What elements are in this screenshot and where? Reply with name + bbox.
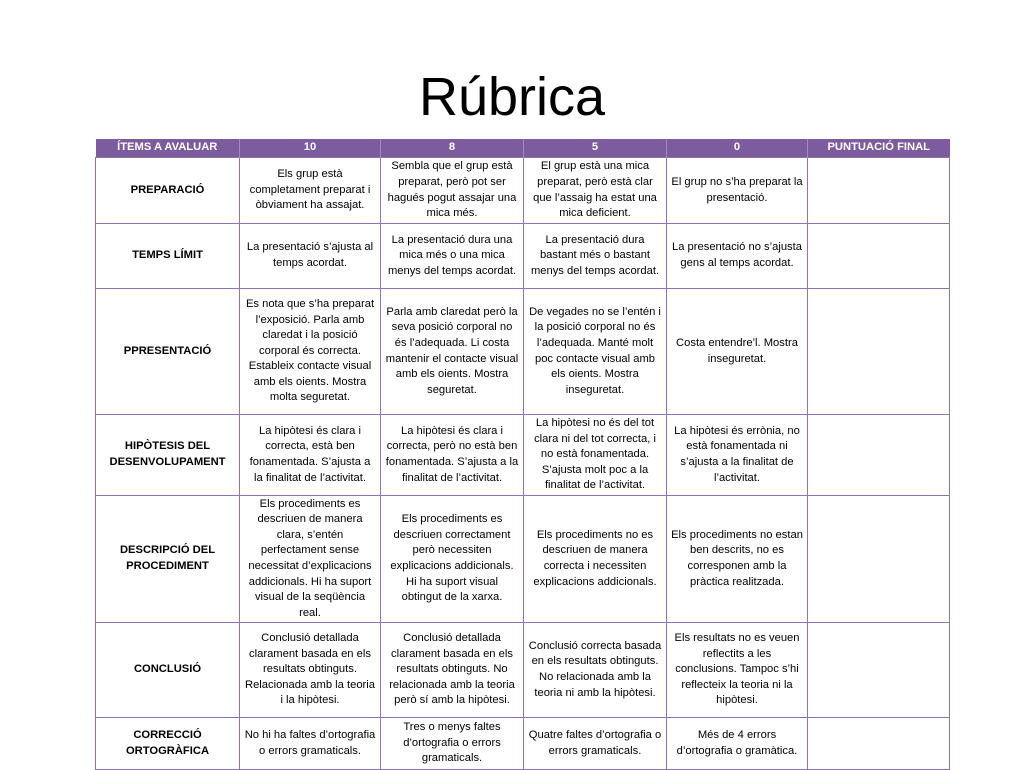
cell-final-score [808, 718, 950, 770]
cell-score-0: La presentació no s’ajusta gens al temps acordat. [667, 224, 808, 289]
table-row [96, 718, 950, 770]
table-row [96, 496, 950, 623]
cell-score-10: Conclusió detallada clarament basada en els resultats obtinguts. Relacionada amb la teoria i la hipòtesi. [240, 623, 381, 718]
cell-score-5: De vegades no se l’entén i la posició corporal no és l’adequada. Manté molt poc contacte visual amb els oients. Mostra inseguretat. [524, 289, 667, 415]
header-score-0: 0 [667, 139, 808, 158]
cell-final-score [808, 415, 950, 496]
cell-score-10: Es nota que s’ha preparat l’exposició. Parla amb claredat i la posició corporal és correcta. Estableix contacte visual amb els oients. Mostra molta seguretat. [240, 289, 381, 415]
row-item-label: CONCLUSIÓ [96, 623, 240, 718]
cell-score-0: Els resultats no es veuen reflectits a les conclusions. Tampoc s’hi reflecteix la teoria ni la hipòtesi. [667, 623, 808, 718]
cell-score-5: La presentació dura bastant més o bastant menys del temps acordat. [524, 224, 667, 289]
cell-score-10: La hipòtesi és clara i correcta, està ben fonamentada. S’ajusta a la finalitat de l’activitat. [240, 415, 381, 496]
cell-score-8: La hipòtesi és clara i correcta, però no està ben fonamentada. S’ajusta a la finalitat de l’activitat. [381, 415, 524, 496]
cell-score-5: Conclusió correcta basada en els resultats obtinguts. No relacionada amb la teoria ni amb la hipòtesi. [524, 623, 667, 718]
row-item-label: PREPARACIÓ [96, 158, 240, 224]
cell-final-score [808, 496, 950, 623]
table-row [96, 623, 950, 718]
cell-score-8: Conclusió detallada clarament basada en els resultats obtinguts. No relacionada amb la teoria però sí amb la hipòtesi. [381, 623, 524, 718]
table-row [96, 415, 950, 496]
row-item-label: TEMPS LÍMIT [96, 224, 240, 289]
cell-score-0: La hipòtesi és errònia, no està fonamentada ni s’ajusta a la finalitat de l’activitat. [667, 415, 808, 496]
cell-score-0: Costa entendre’l. Mostra inseguretat. [667, 289, 808, 415]
cell-score-8: Parla amb claredat però la seva posició corporal no és l’adequada. Li costa mantenir el contacte visual amb els oients. Mostra seguretat. [381, 289, 524, 415]
cell-score-0: Més de 4 errors d’ortografia o gramàtica. [667, 718, 808, 770]
cell-score-0: El grup no s’ha preparat la presentació. [667, 158, 808, 224]
table-row [96, 289, 950, 415]
cell-final-score [808, 224, 950, 289]
header-items: ÍTEMS A AVALUAR [96, 139, 240, 158]
cell-score-5: El grup està una mica preparat, però està clar que l’assaig ha estat una mica deficient. [524, 158, 667, 224]
row-item-label: PPRESENTACIÓ [96, 289, 240, 415]
cell-score-10: No hi ha faltes d’ortografia o errors gramaticals. [240, 718, 381, 770]
slide-title: Rúbrica [418, 67, 606, 127]
cell-score-5: La hipòtesi no és del tot clara ni del tot correcta, i no està fonamentada. S’ajusta molt poc a la finalitat de l’activitat. [524, 415, 667, 496]
cell-final-score [808, 158, 950, 224]
header-row [96, 139, 950, 158]
table-row [96, 224, 950, 289]
cell-final-score [808, 289, 950, 415]
header-final-score: PUNTUACIÓ FINAL [808, 139, 950, 158]
cell-score-10: La presentació s’ajusta al temps acordat. [240, 224, 381, 289]
header-score-8: 8 [381, 139, 524, 158]
cell-score-8: Els procediments es descriuen correctament però necessiten explicacions addicionals. Hi ha suport visual obtingut de la xarxa. [381, 496, 524, 623]
row-item-label: CORRECCIÓ ORTOGRÀFICA [96, 718, 240, 770]
cell-final-score [808, 623, 950, 718]
cell-score-8: La presentació dura una mica més o una mica menys del temps acordat. [381, 224, 524, 289]
cell-score-10: Els grup està completament preparat i òbviament ha assajat. [240, 158, 381, 224]
cell-score-10: Els procediments es descriuen de manera clara, s’entén perfectament sense necessitat d’explicacions addicionals. Hi ha suport visual de la seqüència real. [240, 496, 381, 623]
header-score-10: 10 [240, 139, 381, 158]
row-item-label: HIPÒTESIS DEL DESENVOLUPAMENT [96, 415, 240, 496]
row-item-label: DESCRIPCIÓ DEL PROCEDIMENT [96, 496, 240, 623]
header-score-5: 5 [524, 139, 667, 158]
rubric-table [95, 139, 950, 770]
cell-score-8: Tres o menys faltes d’ortografia o errors gramaticals. [381, 718, 524, 770]
table-row [96, 158, 950, 224]
cell-score-5: Els procediments no es descriuen de manera correcta i necessiten explicacions addicionals. [524, 496, 667, 623]
cell-score-0: Els procediments no estan ben descrits, no es corresponen amb la pràctica realitzada. [667, 496, 808, 623]
cell-score-5: Quatre faltes d’ortografia o errors gramaticals. [524, 718, 667, 770]
cell-score-8: Sembla que el grup està preparat, però pot ser hagués pogut assajar una mica més. [381, 158, 524, 224]
